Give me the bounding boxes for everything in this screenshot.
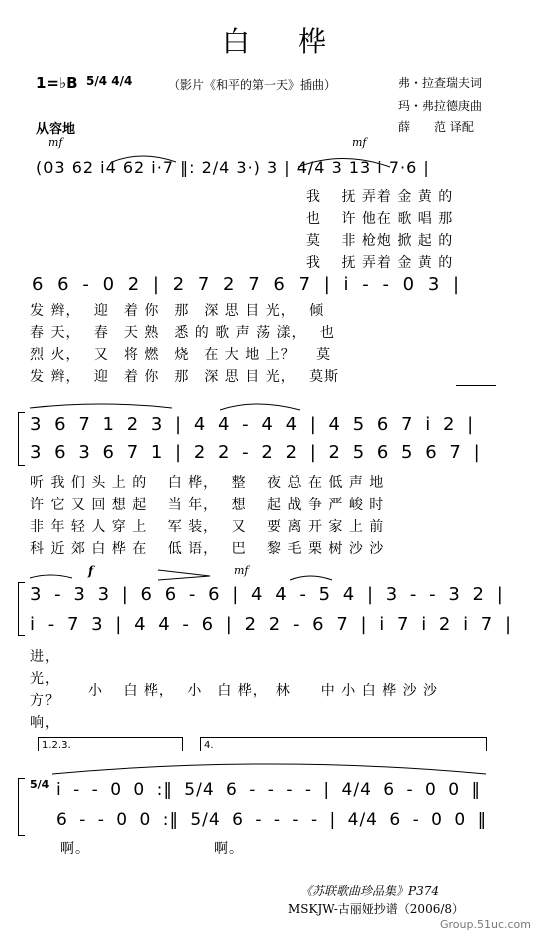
melody-line-2: 6 6 - 0 2 | 2 7 2 7 6 7 | i - - 0 3 | <box>32 274 461 295</box>
volta-2: 4. <box>204 740 214 751</box>
lyrics-line-2-v2: 春 天， 春 天 熟 悉 的 歌 声 荡 漾， 也 <box>30 325 336 341</box>
lyrics-line-2-v1: 发 辫， 迎 着 你 那 深 思 目 光， 倾 <box>30 303 325 319</box>
key-signature: 1=♭B <box>36 74 78 92</box>
dynamic-mf-1: mf <box>48 136 63 149</box>
side-lyric-3: 方？ <box>30 693 60 709</box>
lyrics-line-5-a: 啊。 <box>60 841 90 857</box>
time-signature: 5/4 4/4 <box>86 74 133 88</box>
arranger-credit: 薛 范 译配 <box>398 120 474 134</box>
lyrics-line-1-v4: 我 抚 弄着 金 黄 的 <box>306 255 454 271</box>
watermark-logo: Group.51uc.com <box>440 918 531 931</box>
footer-transcriber: MSKJW-古丽娅抄谱（2006/8） <box>288 902 465 916</box>
side-lyric-2: 光， <box>30 671 60 687</box>
melody-line-5-top: i - - 0 0 :‖ 5/4 6 - - - - | 4/4 6 - 0 0 ‖ <box>56 780 482 800</box>
lyrics-line-3-v2: 许 它 又 回 想 起 当 年， 想 起 战 争 严 峻 时 <box>30 497 385 513</box>
side-lyric-4: 响， <box>30 715 60 731</box>
tempo-marking: 从容地 <box>36 122 76 137</box>
lyrics-line-1-v1: 我 抚 弄着 金 黄 的 <box>306 189 454 205</box>
footer-source: 《苏联歌曲珍品集》P374 <box>300 884 439 898</box>
page-title: 白 桦 <box>222 25 337 58</box>
lyrics-line-3-v1: 听 我 们 头 上 的 白 桦， 整 夜 总 在 低 声 地 <box>30 475 385 491</box>
melody-line-5-bottom: 6 - - 0 0 :‖ 5/4 6 - - - - | 4/4 6 - 0 0 ‖ <box>56 810 488 830</box>
lyrics-line-1-v2: 也 许 他在 歌 唱 那 <box>306 211 454 227</box>
lyrics-line-2-v4: 发 辫， 迎 着 你 那 深 思 目 光， 莫斯 <box>30 369 340 385</box>
lyrics-line-5-b: 啊。 <box>214 841 244 857</box>
refrain-lyrics: 小 白 桦， 小 白 桦， 林 中 小 白 桦 沙 沙 <box>88 683 439 699</box>
volta-1: 1.2.3. <box>42 740 71 751</box>
dynamic-mf-3: mf <box>234 564 249 577</box>
lyrics-line-2-v3: 烈 火， 又 将 燃 烧 在 大 地 上？ 莫 <box>30 347 332 363</box>
lyrics-line-3-v4: 科 近 郊 白 桦 在 低 语， 巴 黎 毛 栗 树 沙 沙 <box>30 541 385 557</box>
melody-line-1: (03 62 i4 62 i·7 ‖: 2/4 3·) 3 | 4/4 3 13 i 7·6 | <box>36 158 430 177</box>
melody-line-3-top: 3 6 7 1 2 3 | 4 4 - 4 4 | 4 5 6 7 i 2 | <box>30 414 475 435</box>
melody-line-4-top: 3 - 3 3 | 6 6 - 6 | 4 4 - 5 4 | 3 - - 3 2 | <box>30 584 504 605</box>
side-lyric-1: 进， <box>30 649 60 665</box>
melody-line-3-bottom: 3 6 3 6 7 1 | 2 2 - 2 2 | 2 5 6 5 6 7 | <box>30 442 481 463</box>
time-signature-5: 5/4 <box>30 778 50 791</box>
source-note: （影片《和平的第一天》插曲） <box>168 78 337 92</box>
composer-credit: 玛・弗拉德庚曲 <box>398 99 483 113</box>
lyricist-credit: 弗・拉查瑞夫词 <box>398 76 483 90</box>
lyrics-line-1-v3: 莫 非 枪炮 掀 起 的 <box>306 233 454 249</box>
lyrics-line-3-v3: 非 年 轻 人 穿 上 军 装， 又 要 离 开 家 上 前 <box>30 519 385 535</box>
dynamic-f: f <box>88 564 94 578</box>
dynamic-mf-2: mf <box>352 136 367 149</box>
melody-line-4-bottom: i - 7 3 | 4 4 - 6 | 2 2 - 6 7 | i 7 i 2 i 7 | <box>30 614 513 635</box>
